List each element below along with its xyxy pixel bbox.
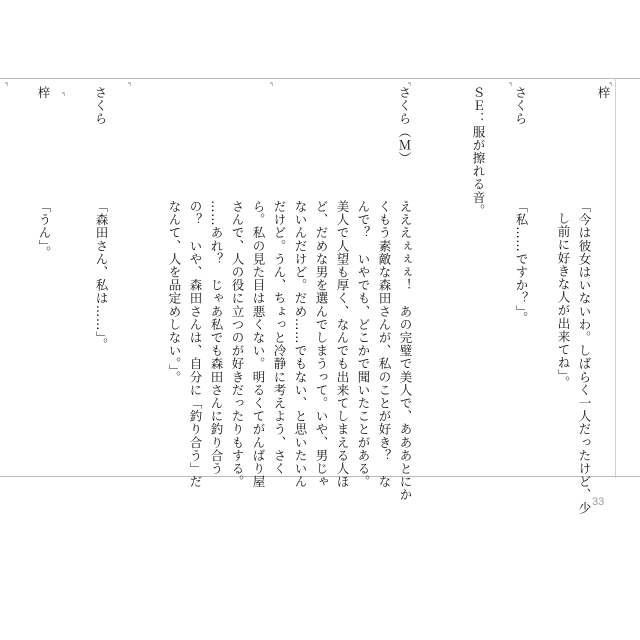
dialogue-line: ないんだけど。だめ……でもない、と思いたいん — [293, 200, 308, 489]
dialogue-line: し前に好きな人が出来てね」。 — [556, 212, 571, 390]
stage-direction: ＳＥ：服が擦れる音。 — [471, 86, 486, 217]
speaker-name: さくら（Ｍ） — [397, 86, 412, 165]
speaker-name: さくら — [513, 86, 528, 126]
page-number: 33 — [592, 496, 605, 508]
dialogue-line: 「今は彼女はいないわ。しばらく一人だったけど、少 — [577, 200, 592, 515]
dialogue-line: えええぇぇぇ！ あの完璧で美人で、あああとにか — [398, 200, 413, 502]
mark: ٩ — [128, 81, 132, 88]
mark: ٩ — [509, 81, 513, 88]
dialogue-line: だけど。うん、ちょっと冷静に考えよう、さく — [272, 200, 287, 476]
dialogue-line: 「私……ですか？」。 — [514, 200, 529, 325]
dialogue-line: んで？ いやでも、どこかで聞いたことがある。 — [356, 200, 371, 489]
dialogue-line: 美人で人望も厚く、なんでも出来てしまえる人ほ — [335, 200, 350, 489]
mark: ٩ — [5, 81, 9, 88]
dialogue-line: の？ いや、森田さんは、自分に「釣り合う」だ — [188, 200, 203, 489]
dialogue-line: くもう素敵な森田さんが、私のことが好き？ な — [377, 200, 392, 489]
dialogue-line: 「うん」。 — [37, 200, 52, 260]
mark: ٩ — [270, 81, 274, 88]
top-rule — [0, 78, 640, 79]
mark: ٩ — [609, 81, 613, 88]
margin-line — [615, 78, 616, 478]
mark: ٩ — [408, 81, 412, 88]
dialogue-line: なんて、人を品定めしない。」。 — [167, 200, 182, 384]
speaker-name: さくら — [93, 86, 108, 126]
dialogue-line: さんで、人の役に立つのが好きだったりもする。 — [230, 200, 245, 489]
speaker-name: 梓 — [36, 86, 51, 100]
dialogue-line: ど、だめな男を選んでしまうって。いや、男じゃ — [314, 200, 329, 489]
speaker-name: 梓 — [596, 86, 611, 100]
dialogue-line: 「森田さん、私は……」。 — [94, 200, 109, 351]
dialogue-line: ら。私の見た目は悪くない。明るくてがんばり屋 — [251, 200, 266, 489]
dialogue-line: ……あれ？ じゃあ私でも森田さんに釣り合う — [209, 200, 224, 476]
mark: ٩ — [62, 91, 66, 98]
